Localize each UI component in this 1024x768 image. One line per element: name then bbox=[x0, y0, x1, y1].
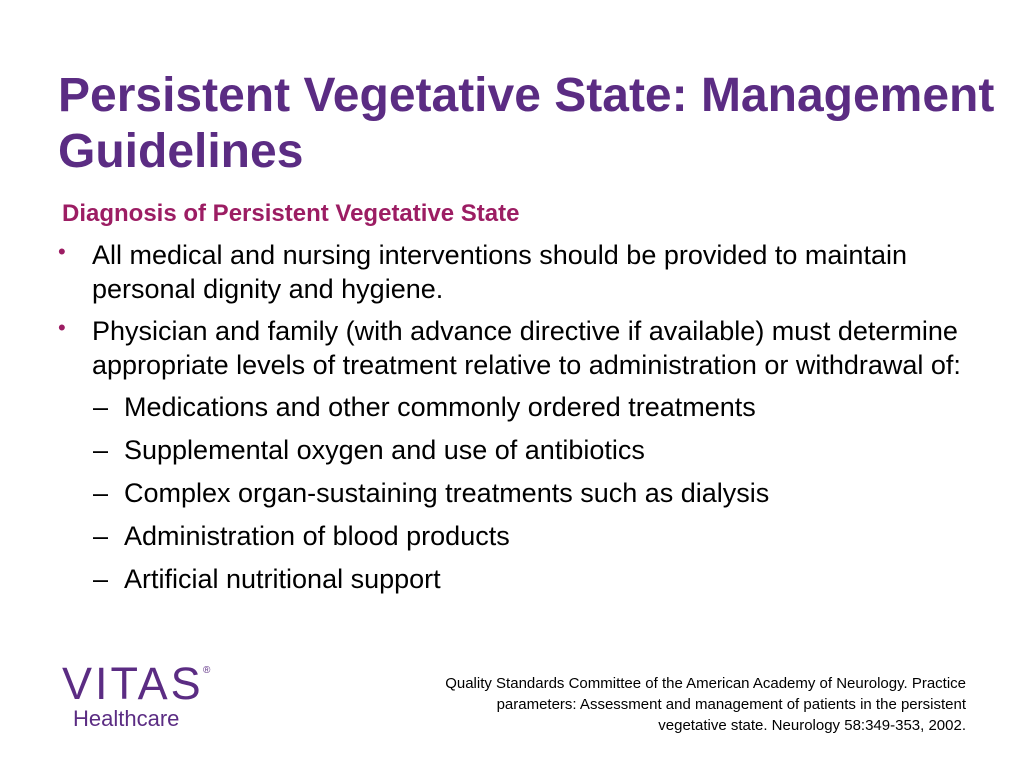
bullet-text: All medical and nursing interventions should be provided to maintain personal dignity and hygiene. bbox=[92, 240, 907, 304]
sub-bullet-item bbox=[55, 476, 995, 510]
bullet-item bbox=[55, 314, 995, 382]
logo-subtitle: Healthcare bbox=[73, 706, 180, 731]
bullet-list bbox=[55, 238, 995, 605]
bullet-item bbox=[55, 238, 995, 306]
sub-bullet-item bbox=[55, 433, 995, 467]
sub-bullet-text: Administration of blood products bbox=[124, 521, 510, 551]
sub-bullet-text: Medications and other commonly ordered treatments bbox=[124, 392, 756, 422]
dash-icon: – bbox=[93, 435, 109, 465]
citation: Quality Standards Committee of the American Academy of Neurology. Practice parameters: Assessment and management of patients in the persistent vegetative state. Neurology 58:349-353, 2002. bbox=[445, 675, 966, 734]
sub-bullet-item bbox=[55, 390, 995, 424]
registered-mark: ® bbox=[203, 665, 211, 676]
slide-subtitle: Diagnosis of Persistent Vegetative State bbox=[62, 200, 520, 227]
sub-bullet-text: Artificial nutritional support bbox=[124, 564, 441, 594]
sub-bullet-text: Supplemental oxygen and use of antibiotics bbox=[124, 435, 645, 465]
slide-title: Persistent Vegetative State: Management Guidelines bbox=[58, 69, 995, 178]
sub-bullet-item bbox=[55, 519, 995, 553]
logo-wordmark: VITAS bbox=[62, 658, 204, 709]
dash-icon: – bbox=[93, 521, 109, 551]
dash-icon: – bbox=[93, 392, 109, 422]
bullet-icon: • bbox=[58, 315, 66, 340]
bullet-icon: • bbox=[58, 239, 66, 264]
dash-icon: – bbox=[93, 564, 109, 594]
bullet-text: Physician and family (with advance directive if available) must determine appropriate levels of treatment relative to administration or withdrawal of: bbox=[92, 316, 961, 380]
sub-bullet-item bbox=[55, 562, 995, 596]
vitas-logo bbox=[62, 660, 232, 740]
sub-bullet-text: Complex organ-sustaining treatments such as dialysis bbox=[124, 478, 770, 508]
dash-icon: – bbox=[93, 478, 109, 508]
